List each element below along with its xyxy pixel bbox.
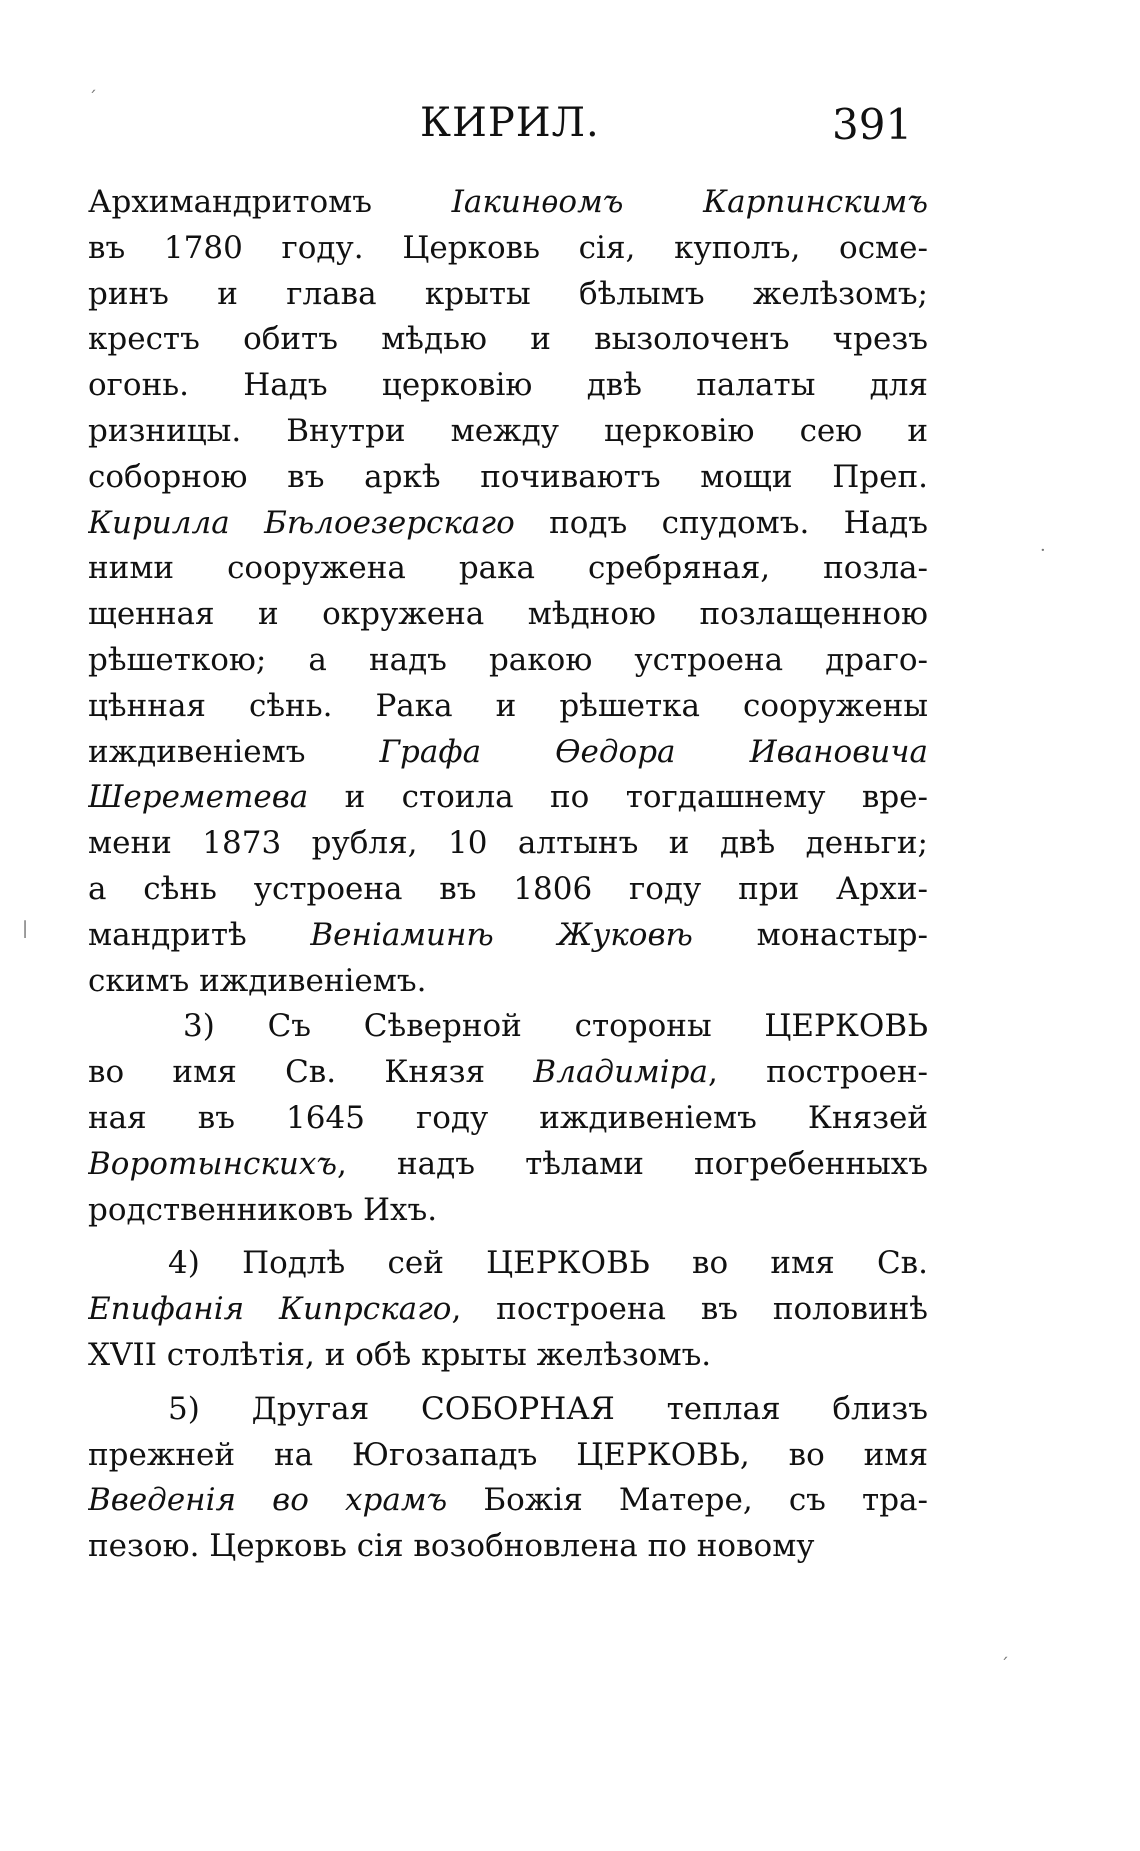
text-line bbox=[88, 272, 928, 318]
text-line bbox=[88, 638, 928, 684]
text-run: подъ спудомъ. Надъ bbox=[514, 504, 928, 541]
text-run: Архимандритомъ bbox=[88, 184, 452, 220]
text-line bbox=[88, 1478, 928, 1524]
text-line bbox=[88, 1188, 928, 1234]
text-line bbox=[88, 1333, 928, 1379]
text-line bbox=[88, 409, 928, 455]
text-line bbox=[88, 455, 928, 501]
text-line bbox=[88, 592, 928, 638]
text-line bbox=[88, 1387, 928, 1433]
text-run: мандритѣ bbox=[88, 916, 311, 953]
text-line bbox=[88, 501, 928, 547]
paragraph-gap bbox=[88, 1379, 928, 1387]
text-line bbox=[88, 363, 928, 409]
text-line bbox=[88, 684, 928, 730]
text-run: рѣшеткою; а надъ ракою устроена драго- bbox=[88, 641, 928, 678]
text-line bbox=[88, 730, 928, 776]
text-run: ная въ 1645 году иждивеніемъ Князей bbox=[88, 1099, 928, 1136]
text-line bbox=[88, 226, 928, 272]
text-run: 4) Подлѣ сей ЦЕРКОВЬ во имя Св. bbox=[168, 1245, 928, 1282]
text-run: , построен- bbox=[707, 1054, 928, 1091]
italic-name: Епифанія Кипрскаго bbox=[88, 1291, 452, 1328]
text-line bbox=[88, 1142, 928, 1188]
text-run: родственниковъ Ихъ. bbox=[88, 1191, 438, 1228]
margin-mark: | bbox=[22, 918, 29, 939]
text-run: и стоила по тогдашнему вре- bbox=[308, 779, 928, 816]
text-line bbox=[88, 913, 928, 959]
italic-name: Графа Ѳедора Ивановича bbox=[379, 733, 928, 770]
text-run: ринъ и глава крыты бѣлымъ желѣзомъ; bbox=[88, 275, 928, 312]
text-line bbox=[88, 1524, 928, 1570]
text-run: 3) Съ Сѣверной стороны ЦЕРКОВЬ bbox=[183, 1008, 928, 1045]
text-run: цѣнная сѣнь. Рака и рѣшетка сооружены bbox=[88, 687, 928, 724]
text-line bbox=[88, 821, 928, 867]
text-line bbox=[88, 1096, 928, 1142]
italic-name: Воротынскихъ bbox=[88, 1145, 337, 1182]
text-run: монастыр- bbox=[692, 916, 928, 953]
text-line bbox=[88, 1050, 928, 1096]
text-line bbox=[88, 775, 928, 821]
text-line bbox=[88, 1433, 928, 1479]
text-run: ризницы. Внутри между церковію сею и bbox=[88, 412, 928, 449]
text-run: крестъ обитъ мѣдью и вызолоченъ чрезъ bbox=[88, 321, 928, 358]
text-line bbox=[88, 317, 928, 363]
text-run: , построена въ половинѣ bbox=[451, 1291, 928, 1328]
italic-name: Владиміра bbox=[533, 1054, 708, 1091]
italic-name: Кирилла Бѣлоезерскаго bbox=[88, 504, 515, 541]
text-line bbox=[88, 546, 928, 592]
text-run: щенная и окружена мѣдною позлащенною bbox=[88, 596, 928, 633]
page-number: 391 bbox=[832, 100, 913, 149]
text-line bbox=[88, 1287, 928, 1333]
text-run: прежней на Югозападъ ЦЕРКОВЬ, во имя bbox=[88, 1436, 928, 1473]
text-run: пезою. Церковь сія возобновлена по новому bbox=[88, 1528, 815, 1565]
speck-mark: ˊ bbox=[1000, 1655, 1009, 1676]
text-run: скимъ иждивеніемъ. bbox=[88, 962, 427, 999]
speck-mark: · bbox=[1040, 540, 1046, 561]
text-run: мени 1873 рубля, 10 алтынъ и двѣ деньги; bbox=[88, 825, 928, 862]
text-line bbox=[88, 867, 928, 913]
italic-name: Веніаминѣ Жуковѣ bbox=[310, 916, 693, 953]
text-run: , надъ тѣлами погребенныхъ bbox=[337, 1145, 928, 1182]
text-line bbox=[88, 180, 928, 226]
body-text bbox=[88, 180, 928, 1570]
text-run: а сѣнь устроена въ 1806 году при Архи- bbox=[88, 870, 928, 907]
text-run: во имя Св. Князя bbox=[88, 1054, 534, 1091]
text-run: соборною въ аркѣ почиваютъ мощи Преп. bbox=[88, 458, 928, 495]
speck-mark: ˊ bbox=[88, 88, 97, 109]
text-run: въ 1780 году. Церковь сія, куполъ, осме- bbox=[88, 229, 928, 266]
text-run: Божія Матере, съ тра- bbox=[447, 1482, 928, 1519]
text-run: XVII столѣтія, и обѣ крыты желѣзомъ. bbox=[88, 1336, 712, 1373]
running-head: КИРИЛ. bbox=[420, 100, 600, 146]
italic-name: Іакинѳомъ Карпинскимъ bbox=[451, 184, 928, 220]
text-line bbox=[88, 1004, 928, 1050]
text-line bbox=[88, 959, 928, 1005]
paragraph-gap bbox=[88, 1233, 928, 1241]
text-line bbox=[88, 1241, 928, 1287]
italic-name: Шереметева bbox=[88, 779, 309, 816]
text-run: иждивеніемъ bbox=[88, 733, 380, 770]
text-run: 5) Другая СОБОРНАЯ теплая близъ bbox=[168, 1390, 928, 1427]
italic-name: Введенія во храмъ bbox=[88, 1482, 448, 1519]
text-run: ними сооружена рака сребряная, позла- bbox=[88, 550, 928, 587]
text-run: огонь. Надъ церковію двѣ палаты для bbox=[88, 367, 928, 404]
